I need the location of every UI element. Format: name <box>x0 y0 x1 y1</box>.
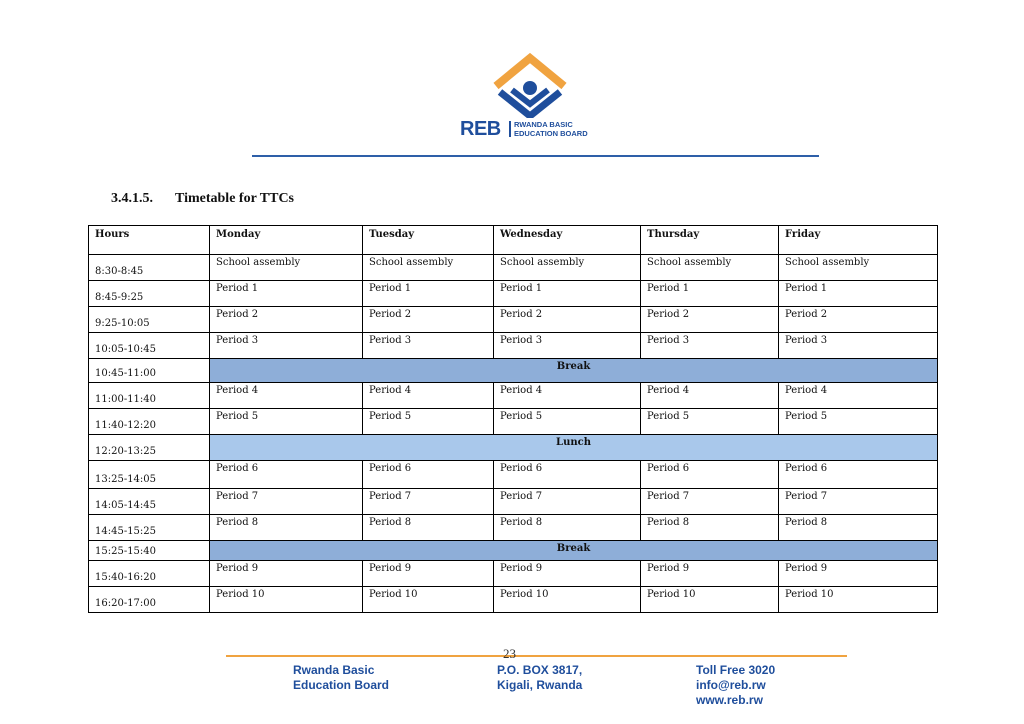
timetable-cell: Period 2 <box>363 307 494 333</box>
timetable-cell: Period 9 <box>494 561 641 587</box>
lunch-span-cell: Lunch <box>210 435 938 461</box>
timetable-cell: Period 10 <box>210 587 363 613</box>
time-slot: 8:45-9:25 <box>89 281 210 307</box>
timetable-cell: Period 4 <box>779 383 938 409</box>
timetable-cell: School assembly <box>210 255 363 281</box>
timetable-cell: Period 6 <box>641 461 779 489</box>
timetable-cell: School assembly <box>363 255 494 281</box>
timetable-body <box>89 255 938 613</box>
time-slot: 14:45-15:25 <box>89 515 210 541</box>
timetable-cell: Period 9 <box>779 561 938 587</box>
timetable-cell: Period 8 <box>363 515 494 541</box>
footer-address-line-1: P.O. BOX 3817, <box>497 663 583 677</box>
timetable-cell: Period 1 <box>363 281 494 307</box>
timetable-cell: Period 1 <box>641 281 779 307</box>
timetable-row <box>89 409 938 435</box>
timetable-cell: Period 7 <box>363 489 494 515</box>
timetable-cell: Period 3 <box>641 333 779 359</box>
time-slot: 9:25-10:05 <box>89 307 210 333</box>
timetable-cell: Period 5 <box>494 409 641 435</box>
timetable-row <box>89 333 938 359</box>
logo-line-1: RWANDA BASIC <box>514 120 573 129</box>
reb-emblem-icon <box>490 52 570 118</box>
timetable-row <box>89 461 938 489</box>
timetable-cell: Period 10 <box>363 587 494 613</box>
timetable-row <box>89 281 938 307</box>
logo-line-2: EDUCATION BOARD <box>514 128 588 138</box>
timetable-cell: Period 5 <box>363 409 494 435</box>
logo-separator <box>509 121 511 137</box>
section-number: 3.4.1.5. <box>111 191 153 206</box>
timetable-cell: Period 1 <box>494 281 641 307</box>
timetable-cell: Period 2 <box>641 307 779 333</box>
break-span-cell: Break <box>210 541 938 561</box>
time-slot: 10:45-11:00 <box>89 359 210 383</box>
timetable-row <box>89 515 938 541</box>
timetable-row <box>89 489 938 515</box>
timetable-cell: Period 1 <box>779 281 938 307</box>
timetable-cell: School assembly <box>641 255 779 281</box>
timetable-row <box>89 435 938 461</box>
timetable-cell: Period 4 <box>494 383 641 409</box>
timetable-cell: Period 5 <box>641 409 779 435</box>
timetable-cell: Period 5 <box>210 409 363 435</box>
timetable-cell: Period 6 <box>779 461 938 489</box>
timetable-cell: Period 7 <box>779 489 938 515</box>
timetable-cell: Period 7 <box>641 489 779 515</box>
footer-toll-free: Toll Free 3020 <box>696 663 776 677</box>
time-slot: 12:20-13:25 <box>89 435 210 461</box>
timetable-row <box>89 359 938 383</box>
column-header-tuesday: Tuesday <box>363 226 494 255</box>
timetable-cell: Period 3 <box>363 333 494 359</box>
timetable-cell: Period 9 <box>210 561 363 587</box>
timetable-cell: Period 10 <box>494 587 641 613</box>
time-slot: 11:00-11:40 <box>89 383 210 409</box>
timetable-cell: Period 9 <box>363 561 494 587</box>
timetable-row <box>89 561 938 587</box>
timetable-cell: Period 1 <box>210 281 363 307</box>
timetable-row <box>89 383 938 409</box>
footer-contact <box>696 663 775 708</box>
time-slot: 8:30-8:45 <box>89 255 210 281</box>
timetable-cell: Period 3 <box>494 333 641 359</box>
time-slot: 13:25-14:05 <box>89 461 210 489</box>
timetable-cell: Period 4 <box>641 383 779 409</box>
timetable-cell: School assembly <box>779 255 938 281</box>
timetable-cell: Period 6 <box>363 461 494 489</box>
timetable-row <box>89 587 938 613</box>
timetable-row <box>89 541 938 561</box>
timetable-cell: Period 6 <box>494 461 641 489</box>
timetable-row <box>89 255 938 281</box>
footer-website-link[interactable]: www.reb.rw <box>696 693 763 707</box>
timetable-cell: Period 2 <box>779 307 938 333</box>
timetable-cell: Period 10 <box>779 587 938 613</box>
section-heading <box>111 191 294 207</box>
logo-abbreviation: REB <box>460 118 501 140</box>
timetable-cell: Period 3 <box>210 333 363 359</box>
column-header-wednesday: Wednesday <box>494 226 641 255</box>
footer-address-line-2: Kigali, Rwanda <box>497 678 583 692</box>
footer-org-line-2: Education Board <box>293 678 390 692</box>
timetable-cell: Period 4 <box>210 383 363 409</box>
timetable-cell: Period 7 <box>210 489 363 515</box>
timetable-cell: Period 8 <box>210 515 363 541</box>
section-title: Timetable for TTCs <box>175 191 295 206</box>
timetable-cell: Period 4 <box>363 383 494 409</box>
timetable-cell: Period 9 <box>641 561 779 587</box>
timetable-row <box>89 307 938 333</box>
time-slot: 16:20-17:00 <box>89 587 210 613</box>
footer-org-line-1: Rwanda Basic <box>293 663 375 677</box>
time-slot: 15:25-15:40 <box>89 541 210 561</box>
footer-email-link[interactable]: info@reb.rw <box>696 678 766 692</box>
timetable-cell: Period 8 <box>641 515 779 541</box>
time-slot: 15:40-16:20 <box>89 561 210 587</box>
time-slot: 14:05-14:45 <box>89 489 210 515</box>
column-header-thursday: Thursday <box>641 226 779 255</box>
timetable-cell: Period 2 <box>210 307 363 333</box>
timetable-cell: Period 6 <box>210 461 363 489</box>
timetable-cell: Period 2 <box>494 307 641 333</box>
column-header-monday: Monday <box>210 226 363 255</box>
timetable-cell: Period 7 <box>494 489 641 515</box>
timetable-cell: Period 10 <box>641 587 779 613</box>
logo-subtitle <box>514 121 588 138</box>
column-header-hours: Hours <box>89 226 210 255</box>
reb-logo <box>450 52 610 142</box>
header-divider <box>252 155 819 157</box>
timetable-cell: School assembly <box>494 255 641 281</box>
timetable-cell: Period 3 <box>779 333 938 359</box>
footer-organization <box>293 663 389 693</box>
timetable-cell: Period 5 <box>779 409 938 435</box>
time-slot: 10:05-10:45 <box>89 333 210 359</box>
timetable <box>88 225 938 613</box>
footer-address <box>497 663 582 693</box>
time-slot: 11:40-12:20 <box>89 409 210 435</box>
page-number: 23 <box>503 646 516 661</box>
timetable-cell: Period 8 <box>779 515 938 541</box>
footer-divider <box>226 655 847 657</box>
timetable-cell: Period 8 <box>494 515 641 541</box>
timetable-header-row <box>89 226 938 255</box>
break-span-cell: Break <box>210 359 938 383</box>
column-header-friday: Friday <box>779 226 938 255</box>
